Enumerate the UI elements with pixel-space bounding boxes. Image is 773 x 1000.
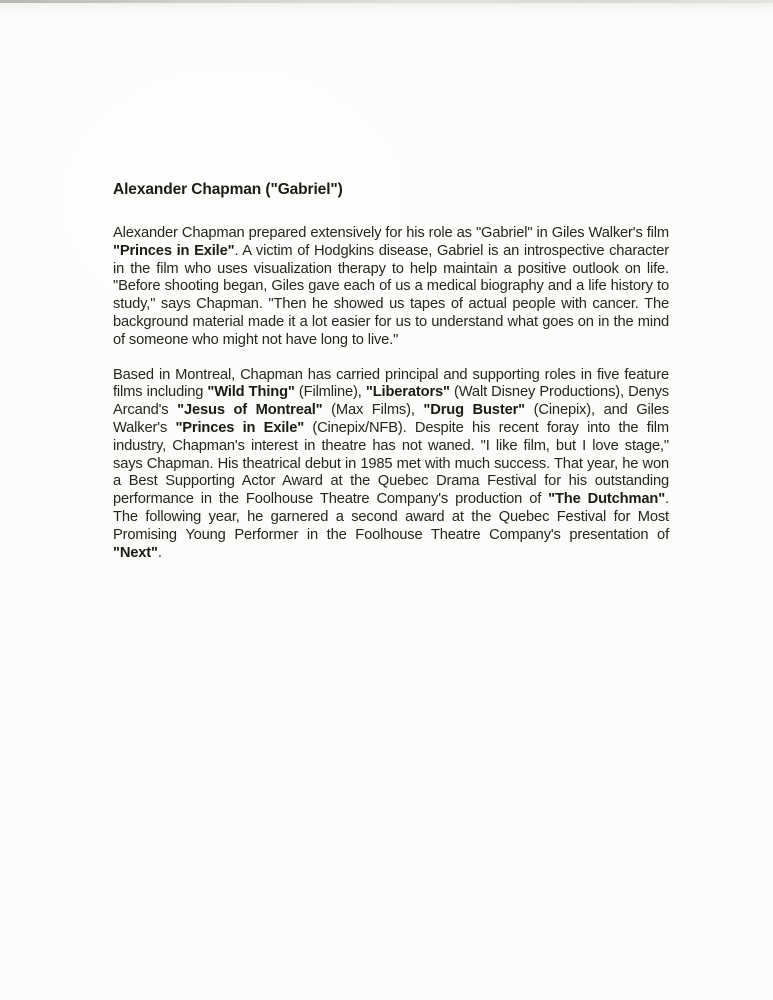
document-content <box>113 181 669 579</box>
film-title-bold-text: "Wild Thing" <box>207 384 295 401</box>
body-text: (Max Films), <box>322 402 424 419</box>
body-text: . <box>157 544 162 561</box>
paragraph <box>113 367 669 563</box>
body-paragraphs <box>113 225 669 562</box>
film-title-bold-text: "Liberators" <box>365 384 450 401</box>
body-text: (Cinepix), and Giles Walker's <box>113 402 669 436</box>
body-text: (Walt Disney Productions), Denys Arcand's <box>113 384 669 419</box>
body-text: . A victim of Hodgkins disease, Gabriel is an introspective character in the film who uses visualization therapy to help maintain a positive outlook on life. "Before shooting began, Giles gave each of us a medical biography and a life history to study," says Chapman. "Then he showed us tapes of actual people with cancer. The background material made it a lot easier for us to understand what goes on in the mind of someone who might not have long to live." <box>113 242 669 348</box>
body-text: (Cinepix/NFB). Despite his recent foray into the film industry, Chapman's interest in theatre has not waned. "I like film, but I love stage," says Chapman. His theatrical debut in 1985 met with much success. That year, he won a Best Supporting Actor Award at the Quebec Drama Festival for his outstanding performance in the Foolhouse Theatre Company's production of <box>113 419 670 508</box>
body-text: Based in Montreal, Chapman has carried principal and supporting roles in five feature films including <box>113 366 669 401</box>
scan-edge-shadow <box>0 3 773 13</box>
body-text: (Filmline), <box>294 384 366 401</box>
body-text: Alexander Chapman prepared extensively for his role as "Gabriel" in Giles Walker's film <box>113 225 669 241</box>
film-title-bold-text: "Princes in Exile" <box>175 419 305 436</box>
film-title-bold-text: "Jesus of Montreal" <box>177 402 323 419</box>
paragraph <box>113 225 669 350</box>
page-title: Alexander Chapman ("Gabriel") <box>113 181 343 198</box>
film-title-bold-text: "Next" <box>113 544 158 561</box>
body-text: . The following year, he garnered a second award at the Quebec Festival for Most Promising Young Performer in the Foolhouse Theatre Company's presentation of <box>113 491 669 543</box>
film-title-bold-text: "Drug Buster" <box>423 402 525 419</box>
film-title-bold-text: "Princes in Exile" <box>113 242 235 259</box>
film-title-bold-text: "The Dutchman" <box>548 491 666 508</box>
